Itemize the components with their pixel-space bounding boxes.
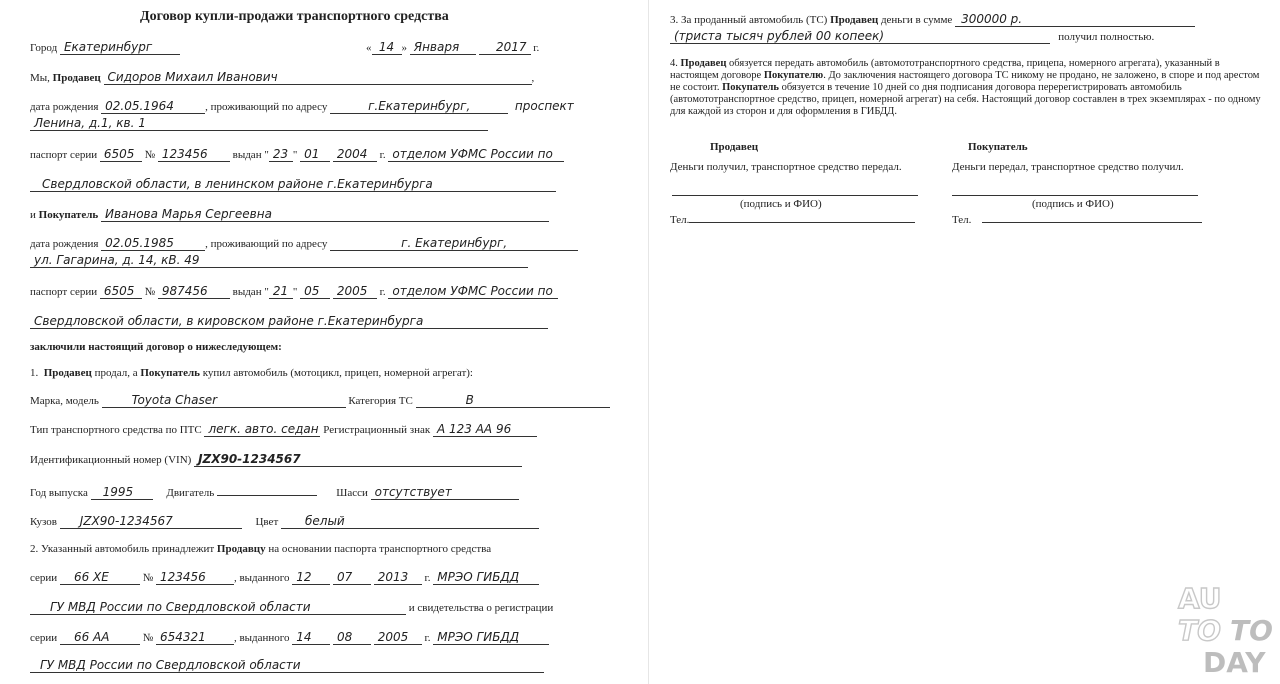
city-line [30, 40, 180, 55]
pts-num-label: № [142, 572, 154, 584]
seller-tel [670, 210, 915, 227]
cert-issuer-line [30, 658, 544, 673]
make-line [30, 393, 610, 408]
reg-value: А 123 АА 96 [433, 422, 537, 437]
clause3-words-line [670, 29, 1154, 44]
buyer-issued-month: 05 [300, 284, 330, 299]
seller-issued-month: 01 [300, 147, 330, 162]
buyer-tel-line [982, 210, 1202, 223]
seller-address3: Ленина, д.1, кв. 1 [30, 116, 488, 131]
buyer-address-label: , проживающий по адресу [205, 238, 328, 250]
clause1-seller: Продавец [43, 367, 92, 379]
chassis-label: Шасси [336, 487, 368, 499]
city-value: Екатеринбург [60, 40, 180, 55]
cert-intro: и свидетельства о регистрации [408, 602, 554, 614]
buyer-name: Иванова Марья Сергеевна [101, 207, 549, 222]
seller-issued-by1: отделом УФМС России по [388, 147, 564, 162]
buyer-passport-number: 987456 [158, 284, 230, 299]
buyer-sign-line [952, 194, 1198, 196]
seller-tel-label: Тел. [670, 214, 690, 226]
pts-issued-label: , выданного [233, 572, 290, 584]
make-label: Марка, модель [30, 395, 99, 407]
seller-birth: 02.05.1964 [101, 99, 205, 114]
buyer-birth-label: дата рождения [30, 238, 99, 250]
make-value: Toyota Chaser [102, 393, 346, 408]
clause4-buyer2: Покупатель [722, 82, 779, 93]
vin-line [30, 452, 522, 467]
document-title: Договор купли-продажи транспортного средства [140, 9, 449, 24]
seller-line: Мы, Продавец Сидоров Михаил Иванович , [30, 70, 535, 84]
cert-year: 2005 [374, 630, 422, 645]
engine-blank [217, 483, 317, 496]
clause3-sum-words: (триста тысяч рублей 00 копеек) [670, 29, 1050, 44]
type-label: Тип транспортного средства по ПТС [30, 424, 202, 436]
cert-num-label: № [142, 632, 154, 644]
clause3-text-b: деньги в сумме [880, 14, 953, 26]
cert-issued-label: , выданного [233, 632, 290, 644]
clause1-buyer: Покупатель [140, 367, 200, 379]
buyer-num-label: № [144, 286, 156, 298]
clause4-num: 4. [670, 58, 678, 69]
clause4-text1: обязуется передать автомобиль (автомототранспортного средства, прицепа, номерного агрегата), указанный в настоящем договоре [670, 58, 1220, 81]
date-day: 14 [372, 40, 402, 55]
date-month: Января [410, 40, 476, 55]
pts-issuer1: МРЭО ГИБДД [433, 570, 539, 585]
watermark-to-solid: TO [1230, 614, 1273, 647]
seller-passport-number: 123456 [158, 147, 230, 162]
watermark-day: DAY [1203, 646, 1266, 679]
buyer-address2: ул. Гагарина, д. 14, кВ. 49 [30, 253, 528, 268]
buyer-issued-line2 [30, 314, 548, 329]
seller-issued-year: 2004 [333, 147, 377, 162]
seller-birth-line [30, 99, 578, 114]
cert-issuer1: МРЭО ГИБДД [433, 630, 549, 645]
page-divider [648, 0, 649, 684]
type-line [30, 422, 537, 437]
type-value: легк. авто. седан [204, 422, 320, 437]
seller-sign-text: Деньги получил, транспортное средство передал. [670, 161, 902, 173]
clause2-seller: Продавцу [216, 543, 266, 555]
clause4-seller: Продавец [680, 58, 727, 69]
engine-label: Двигатель [166, 487, 215, 499]
cert-series: 66 АА [60, 630, 140, 645]
seller-num-label: № [144, 149, 156, 161]
buyer-tel-label: Тел. [952, 214, 972, 226]
reg-label: Регистрационный знак [323, 424, 431, 436]
buyer-sign-title-text: Покупатель [968, 141, 1028, 153]
buyer-birth: 02.05.1985 [101, 236, 205, 251]
cert-day: 14 [292, 630, 330, 645]
buyer-passport-series: 6505 [100, 284, 142, 299]
pts-g: г. [424, 572, 431, 584]
pts-series: 66 ХЕ [60, 570, 140, 585]
buyer-birth-line [30, 236, 578, 251]
city-label: Город [30, 42, 58, 54]
cert-number: 654321 [156, 630, 234, 645]
buyer-issued-year: 2005 [333, 284, 377, 299]
cert-issuer2: ГУ МВД России по Свердловской области [30, 658, 544, 673]
buyer-tel [952, 210, 1202, 227]
clause3-text-a: 3. За проданный автомобиль (ТС) [670, 14, 828, 26]
clause1-rest: купил автомобиль (мотоцикл, прицеп, номерной агрегат): [202, 367, 473, 379]
color-value: белый [281, 514, 539, 529]
clause2-line [30, 542, 491, 556]
watermark-au: AU [1178, 582, 1222, 615]
seller-address-label: , проживающий по адресу [205, 101, 328, 113]
clause1-line [30, 366, 473, 380]
chassis-value: отсутствует [371, 485, 519, 500]
seller-intro: Мы, [30, 72, 50, 84]
buyer-issued-by2: Свердловской области, в кировском районе г.Екатеринбурга [30, 314, 548, 329]
pts-issuer2: ГУ МВД России по Свердловской области [30, 600, 406, 615]
buyer-address-line2 [30, 253, 528, 268]
clause4-text3: обязуется в течение 10 дней со дня подписания договора перерегистрировать автомобиль (автомототранспортное средство, прицеп, номерной агрегат) на себя. Настоящий договор составлен в трех экземплярах - по одному для каждой из сторон и для оформления в ГИБДД. [670, 82, 1261, 117]
seller-address2: проспект [514, 99, 574, 113]
seller-sign-title-text: Продавец [710, 141, 759, 153]
vin-label: Идентификационный номер (VIN) [30, 454, 192, 466]
clause2-text-b: на основании паспорта транспортного средства [268, 543, 492, 555]
year-line [30, 483, 519, 500]
seller-issued-by2: Свердловской области, в ленинском районе г.Екатеринбурга [30, 177, 556, 192]
seller-sign-title [710, 140, 758, 154]
buyer-sign-title [968, 140, 1028, 154]
buyer-passport-label: паспорт серии [30, 286, 98, 298]
clause4-text2: . До заключения настоящего договора ТС никому не продано, не заложено, в споре и под арестом не состоит. [670, 70, 1260, 93]
pts-year: 2013 [374, 570, 422, 585]
body-line [30, 514, 539, 529]
seller-issued-day: 23 [269, 147, 293, 162]
buyer-sign-caption: (подпись и ФИО) [1032, 198, 1114, 210]
seller-birth-label: дата рождения [30, 101, 99, 113]
seller-passport-series: 6505 [100, 147, 142, 162]
agreement-line [30, 340, 282, 354]
vin-value: JZX90-1234567 [194, 452, 522, 467]
buyer-issued-day: 21 [269, 284, 293, 299]
clause1-mid: продал, а [94, 367, 138, 379]
pts-number: 123456 [156, 570, 234, 585]
buyer-intro: и [30, 209, 36, 221]
clause3-sum: 300000 р. [955, 12, 1195, 27]
seller-issued-label: выдан [232, 149, 262, 161]
year-value: 1995 [91, 485, 153, 500]
clause4-paragraph [670, 58, 1265, 118]
category-value: В [416, 393, 610, 408]
clause3-received: получил полностью. [1058, 31, 1155, 43]
seller-passport-label: паспорт серии [30, 149, 98, 161]
cert-g: г. [424, 632, 431, 644]
buyer-address1: г. Екатеринбург, [330, 236, 578, 251]
clause3-seller: Продавец [830, 14, 879, 26]
date-year: 2017 [479, 40, 531, 55]
pts-month: 07 [333, 570, 371, 585]
body-label: Кузов [30, 516, 57, 528]
agreement-text: заключили настоящий договор о нижеследующем: [30, 341, 282, 353]
clause2-text-a: 2. Указанный автомобиль принадлежит [30, 543, 215, 555]
category-label: Категория ТС [348, 395, 413, 407]
buyer-issued-by1: отделом УФМС России по [388, 284, 558, 299]
body-value: JZX90-1234567 [60, 514, 242, 529]
pts-issuer-line [30, 600, 553, 615]
seller-sign-line [672, 194, 918, 196]
cert-series-label: серии [30, 632, 58, 644]
pts-day: 12 [292, 570, 330, 585]
pts-line [30, 570, 539, 585]
date-year-suffix: г. [533, 42, 540, 54]
buyer-role: Покупатель [38, 209, 99, 221]
seller-name: Сидоров Михаил Иванович [104, 70, 532, 85]
buyer-sign-text: Деньги передал, транспортное средство получил. [952, 161, 1184, 173]
clause3-line [670, 12, 1195, 27]
seller-issued-line2 [30, 177, 556, 192]
clause4-buyer: Покупателю [763, 70, 824, 81]
seller-address-line2 [30, 116, 488, 131]
clause1-num: 1. [30, 367, 39, 379]
year-label: Год выпуска [30, 487, 88, 499]
seller-role: Продавец [52, 72, 101, 84]
seller-tel-line [689, 210, 915, 223]
seller-passport-line: паспорт серии 6505 № 123456 выдан " 23 " 01 2004 г. отделом УФМС России по [30, 147, 564, 162]
seller-address1: г.Екатеринбург, [330, 99, 508, 114]
buyer-passport-line: паспорт серии 6505 № 987456 выдан " 21 " 05 2005 г. отделом УФМС России по [30, 284, 558, 299]
color-label: Цвет [255, 516, 279, 528]
seller-sign-caption: (подпись и ФИО) [740, 198, 822, 210]
pts-series-label: серии [30, 572, 58, 584]
cert-line [30, 630, 549, 645]
buyer-line [30, 207, 549, 222]
watermark-to-outline: TO [1178, 614, 1221, 647]
cert-month: 08 [333, 630, 371, 645]
buyer-issued-label: выдан [232, 286, 262, 298]
date-line: « 14 » Января 2017 г. [366, 40, 540, 54]
